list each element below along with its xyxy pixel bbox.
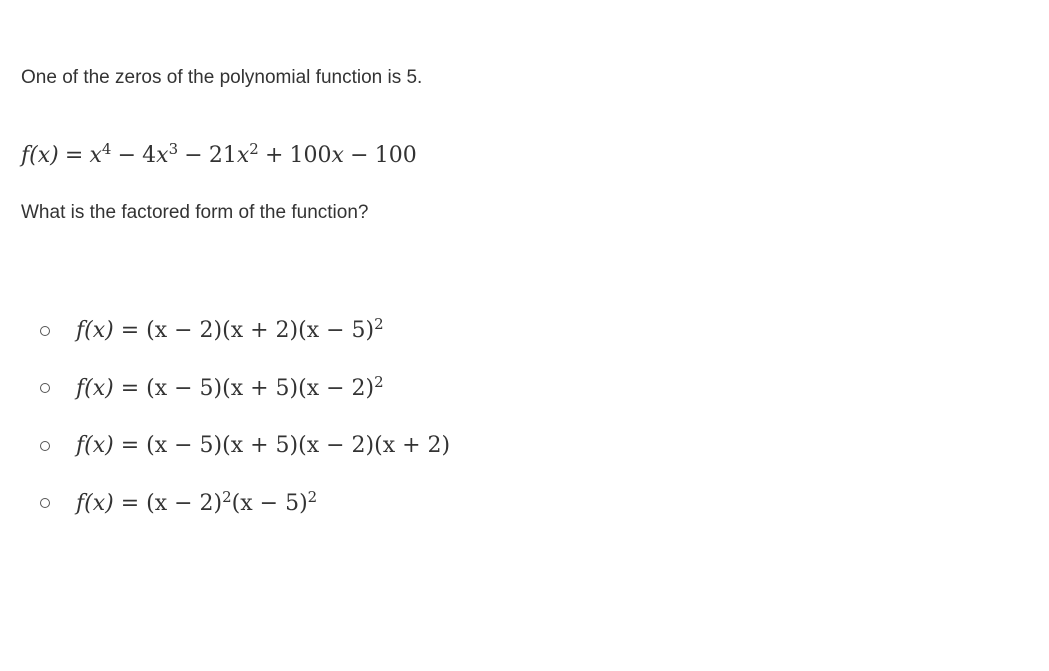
term-1-exponent: 4 bbox=[101, 139, 112, 158]
radio-button-1[interactable] bbox=[40, 326, 50, 336]
option-2-factor-3: (x − 2) bbox=[298, 375, 375, 401]
equation-lhs: f(x) bbox=[21, 143, 59, 168]
answer-option-2[interactable] bbox=[40, 360, 450, 418]
term-2-exponent: 3 bbox=[168, 139, 179, 158]
option-3-factor-3: (x − 2) bbox=[298, 433, 375, 459]
option-1-factor-3: (x − 5) bbox=[298, 318, 375, 344]
answer-option-1[interactable] bbox=[40, 302, 450, 360]
answer-option-3[interactable] bbox=[40, 417, 450, 475]
term-5-constant: 100 bbox=[374, 143, 417, 168]
option-2-expression bbox=[76, 372, 384, 401]
answer-options bbox=[40, 302, 450, 532]
option-1-factor-3-exponent: 2 bbox=[374, 315, 384, 334]
term-4-coefficient: 100 bbox=[289, 143, 332, 168]
equation-equals: = bbox=[64, 143, 84, 168]
option-4-expression bbox=[76, 487, 318, 516]
option-2-lhs: f(x) = bbox=[76, 375, 147, 401]
radio-button-4[interactable] bbox=[40, 498, 50, 508]
option-2-factor-2: (x + 5) bbox=[222, 375, 299, 401]
option-3-expression bbox=[76, 433, 450, 458]
option-3-factor-4: (x + 2) bbox=[374, 433, 451, 459]
option-1-lhs: f(x) = bbox=[76, 318, 147, 344]
option-3-lhs: f(x) = bbox=[76, 433, 147, 459]
term-1-base: x bbox=[89, 143, 102, 168]
option-2-factor-1: (x − 5) bbox=[146, 375, 223, 401]
radio-button-2[interactable] bbox=[40, 383, 50, 393]
term-4-base: x bbox=[331, 143, 344, 168]
operator-3: + bbox=[264, 143, 284, 168]
option-3-factor-2: (x + 5) bbox=[222, 433, 299, 459]
term-3-base: x bbox=[236, 143, 250, 168]
term-2-base: x bbox=[156, 143, 169, 168]
option-1-expression bbox=[76, 315, 384, 344]
radio-button-3[interactable] bbox=[40, 441, 50, 451]
term-2-coefficient: 4 bbox=[142, 143, 157, 168]
option-4-lhs: f(x) = bbox=[76, 490, 147, 516]
option-4-factor-2: (x − 5) bbox=[231, 490, 308, 516]
operator-2: − bbox=[184, 143, 203, 168]
option-4-factor-1: (x − 2) bbox=[146, 490, 223, 516]
polynomial-equation bbox=[21, 139, 417, 168]
operator-1: − bbox=[117, 143, 136, 168]
option-2-factor-3-exponent: 2 bbox=[374, 372, 384, 391]
option-3-factor-1: (x − 5) bbox=[146, 433, 223, 459]
operator-4: − bbox=[350, 143, 369, 168]
option-1-factor-2: (x + 2) bbox=[222, 318, 299, 344]
option-1-factor-1: (x − 2) bbox=[146, 318, 223, 344]
term-3-coefficient: 21 bbox=[208, 143, 237, 168]
answer-option-4[interactable] bbox=[40, 475, 450, 533]
question-intro-text: One of the zeros of the polynomial function is 5. bbox=[21, 67, 423, 88]
question-prompt-text: What is the factored form of the function? bbox=[21, 202, 369, 223]
option-4-factor-2-exponent: 2 bbox=[307, 487, 318, 506]
option-4-factor-1-exponent: 2 bbox=[222, 487, 232, 506]
term-3-exponent: 2 bbox=[249, 139, 259, 158]
